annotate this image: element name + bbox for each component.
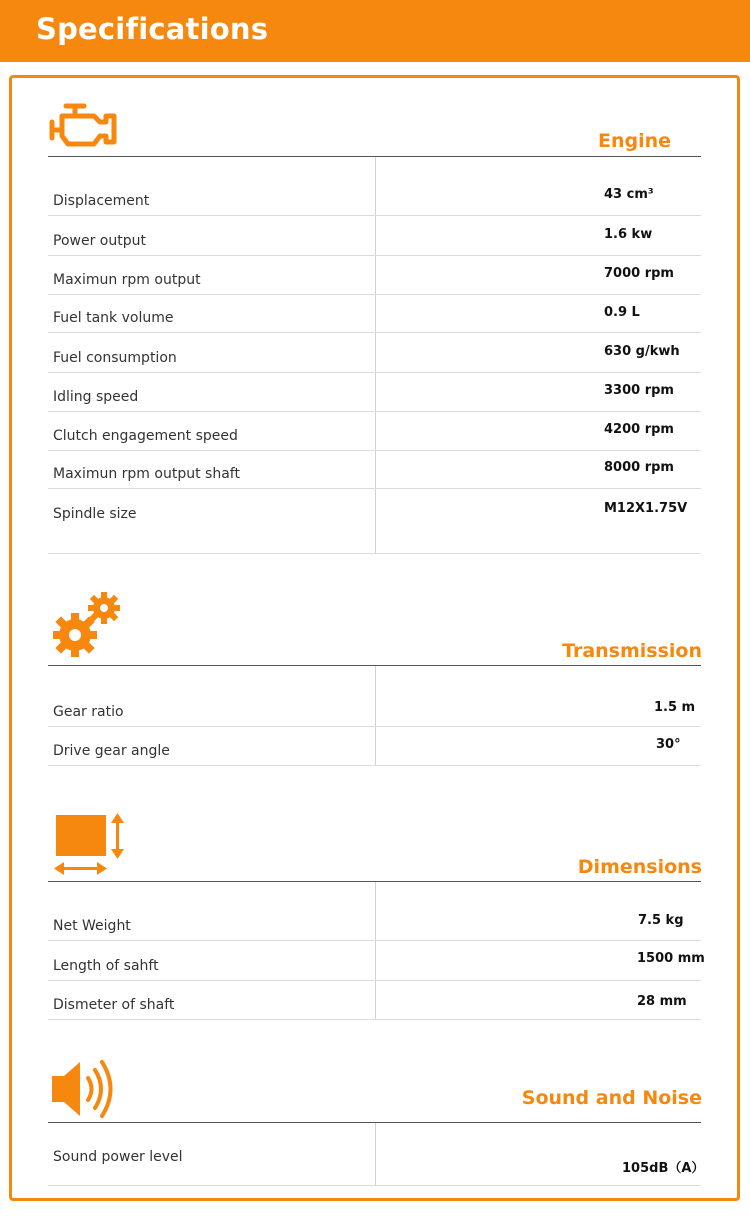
row-value: 1500 mm <box>637 951 705 966</box>
table-row <box>48 941 705 981</box>
speaker-icon <box>50 1058 120 1120</box>
dimensions-table <box>48 882 705 1020</box>
row-label: Fuel consumption <box>53 350 177 366</box>
table-row <box>48 981 701 1020</box>
row-value: M12X1.75V <box>604 501 688 516</box>
row-value: 30° <box>656 737 681 752</box>
engine-table <box>48 157 701 554</box>
transmission-table <box>48 666 701 766</box>
table-row <box>48 489 701 554</box>
row-label: Idling speed <box>53 389 139 405</box>
row-value: 1.5 m <box>654 700 696 715</box>
section-title-transmission: Transmission <box>562 640 702 662</box>
table-row <box>48 157 701 216</box>
row-value: 3300 rpm <box>604 383 674 398</box>
table-row <box>48 333 701 373</box>
table-row <box>48 373 701 412</box>
row-label: Gear ratio <box>53 704 124 720</box>
dimensions-icon <box>54 812 128 878</box>
row-label: Length of sahft <box>53 958 159 974</box>
row-label: Clutch engagement speed <box>53 428 238 444</box>
row-value: 0.9 L <box>604 305 640 320</box>
row-value: 7.5 kg <box>638 913 684 928</box>
row-value: 43 cm³ <box>604 187 654 202</box>
table-row <box>48 727 701 766</box>
row-value: 28 mm <box>637 994 687 1009</box>
table-row <box>48 295 701 333</box>
row-value: 8000 rpm <box>604 460 674 475</box>
row-label: Drive gear angle <box>53 743 170 759</box>
row-label: Maximun rpm output shaft <box>53 466 240 482</box>
table-row <box>48 1123 705 1186</box>
row-value: 630 g/kwh <box>604 344 680 359</box>
section-title-engine: Engine <box>597 130 671 152</box>
table-row <box>48 216 701 256</box>
table-row <box>48 882 701 941</box>
row-label: Fuel tank volume <box>53 310 174 326</box>
sound-table <box>48 1123 705 1186</box>
section-title-dimensions: Dimensions <box>577 856 702 878</box>
row-label: Spindle size <box>53 506 137 522</box>
row-label: Power output <box>53 233 146 249</box>
row-value: 4200 rpm <box>604 422 674 437</box>
row-label: Sound power level <box>53 1149 183 1165</box>
table-row <box>48 666 701 727</box>
table-row <box>48 451 701 489</box>
table-row <box>48 256 701 295</box>
section-title-sound: Sound and Noise <box>521 1087 702 1109</box>
table-row <box>48 412 701 451</box>
row-label: Maximun rpm output <box>53 272 201 288</box>
engine-icon <box>48 100 122 152</box>
gears-icon <box>52 591 122 659</box>
page-header <box>0 0 750 62</box>
row-value: 7000 rpm <box>604 266 674 281</box>
page-title: Specifications <box>36 12 269 46</box>
row-label: Displacement <box>53 193 150 209</box>
row-value: 1.6 kw <box>604 227 653 242</box>
row-value: 105dB（A） <box>622 1161 705 1176</box>
row-label: Dismeter of shaft <box>53 997 175 1013</box>
row-label: Net Weight <box>53 918 131 934</box>
